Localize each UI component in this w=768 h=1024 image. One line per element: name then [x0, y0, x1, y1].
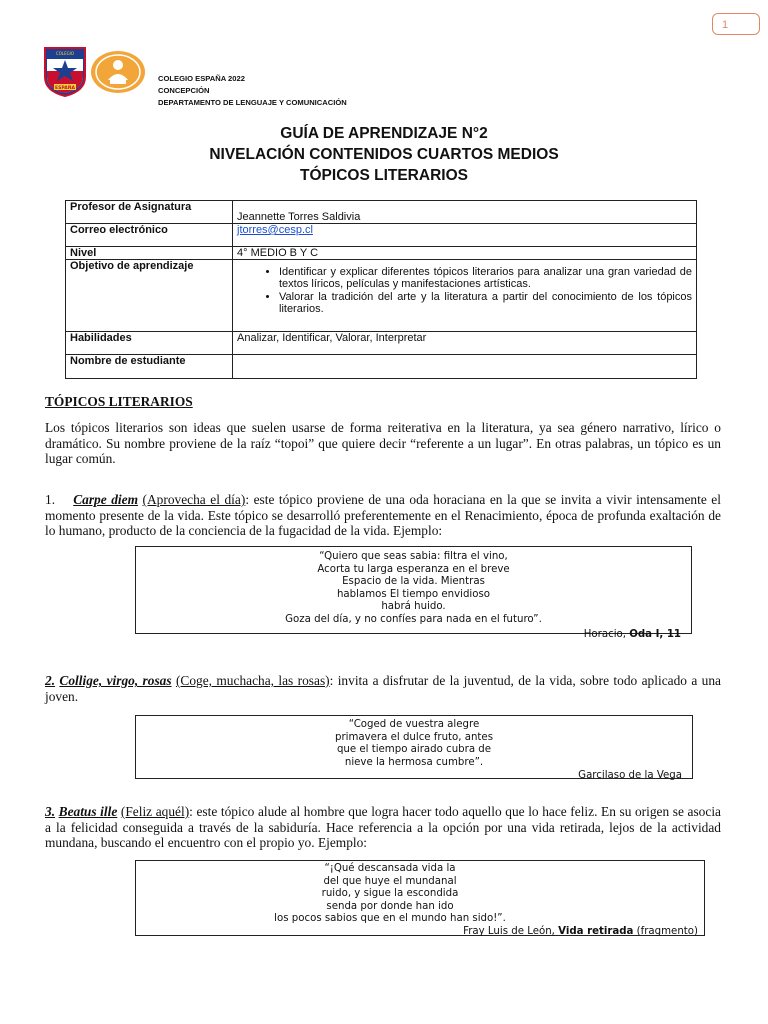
intro-paragraph: Los tópicos literarios son ideas que suelen usarse de forma reiterativa en la literatura, ya sea género narrativo, lírico o dramático. Su nombre proviene de la raíz “topoi” que quiere decir “referente a un lugar”. En otras palabras, un tópico es un lugar común. [45, 420, 721, 466]
habilidades-label: Habilidades [66, 332, 233, 355]
school-department: DEPARTAMENTO DE LENGUAJE Y COMUNICACIÓN [158, 98, 347, 107]
quote-box-beatus-ille [135, 860, 705, 936]
topic-number: 1. [45, 492, 56, 507]
topic-translation: (Coge, muchacha, las rosas) [175, 673, 330, 688]
email-link[interactable]: jtorres@cesp.cl [237, 224, 313, 236]
topic-number: 3. [45, 804, 56, 819]
quote-line: habrá huido. [381, 601, 446, 612]
school-header [158, 73, 347, 109]
objetivo-cell [233, 260, 697, 332]
quote-line: “¡Qué descansada vida la [324, 863, 456, 874]
objetivo-label: Objetivo de aprendizaje [66, 260, 233, 332]
shield-bottom-text: ESPAÑA [55, 86, 75, 91]
habilidades-value: Analizar, Identificar, Valorar, Interpretar [233, 332, 697, 355]
correo-label: Correo electrónico [66, 224, 233, 247]
topic-carpe-diem [45, 492, 721, 539]
attribution-work: Oda I, 11 [629, 629, 681, 640]
quote-attribution [136, 926, 704, 939]
topic-text: : este tópico alude al hombre que logra hacer todo aquello que lo hace feliz. En su origen se asocia a la felicidad conseguida a través de la sabiduría. Hace referencia a la opción por una vida retirada, lejos de la actividad mundana, buscando el encuentro con el propio yo. Ejemplo: [45, 804, 721, 850]
quote-line: los pocos sabios que en el mundo han sido!”. [274, 913, 506, 924]
quote-line: senda por donde han ido [326, 900, 454, 912]
quote-box-collige [135, 715, 693, 779]
estudiante-label: Nombre de estudiante [66, 355, 233, 379]
quote-line: que el tiempo airado cubra de [336, 744, 492, 755]
guide-subtitle: NIVELACIÓN CONTENIDOS CUARTOS MEDIOS [209, 146, 559, 163]
quote-line: Espacio de la vida. Mientras [342, 576, 485, 587]
profesor-value: Jeannette Torres Saldivia [233, 201, 697, 224]
nivel-value: 4° MEDIO B Y C [233, 247, 697, 260]
topic-beatus-ille [45, 804, 721, 851]
quote-line: “Quiero que seas sabia: filtra el vino, [319, 551, 508, 562]
topic-text: : este tópico proviene de una oda horaciana en la que se invita a vivir intensamente el momento presente de la vida. Este tópico se desarrolló preferentemente en el Renacimiento, época de profunda exaltación de lo humano, producto de la conciencia de la fugacidad de la vida. Ejemplo: [45, 492, 721, 538]
quote-line: Goza del día, y no confíes para nada en el futuro”. [285, 613, 542, 625]
info-table [65, 200, 697, 379]
quote-line: primavera el dulce fruto, antes [334, 731, 494, 743]
school-name: COLEGIO ESPAÑA 2022 [158, 74, 245, 83]
school-shield-logo [44, 47, 86, 97]
quote-attribution [136, 770, 692, 783]
topic-number: 2. [45, 673, 56, 688]
page-number: 1 [712, 13, 760, 35]
objetivo-item: • Identificar y explicar diferentes tópicos literarios para analizar una gran variedad de textos líricos, películas y manifestaciones artísticas. [279, 266, 692, 290]
quote-line: hablamos El tiempo envidioso [336, 588, 491, 600]
attribution-author: Garcilaso de la Vega [578, 770, 682, 781]
quote-line: del que huye el mundanal [323, 875, 457, 887]
quote-box-carpe-diem [135, 546, 692, 640]
quote-attribution [136, 629, 691, 642]
topic-collige-virgo-rosas [45, 673, 721, 704]
objetivos-list [237, 266, 692, 315]
nivel-label: Nivel [66, 247, 233, 260]
objetivo-item: • Valorar la tradición del arte y la literatura a partir del conocimiento de los tópicos literarios. [279, 291, 692, 315]
shield-top-text: COLEGIO [55, 51, 75, 56]
quote-line: “Coged de vuestra alegre [348, 719, 480, 730]
attribution-work: Vida retirada [558, 925, 634, 937]
topic-text: : invita a disfrutar de la juventud, de la vida, sobre todo aplicado a una joven. [45, 673, 721, 704]
attribution-author: Horacio, [583, 629, 630, 640]
topic-translation: (Feliz aquél) [120, 804, 190, 819]
quote-line: nieve la hermosa cumbre”. [344, 756, 484, 768]
topic-name: Collige, virgo, rosas [59, 673, 172, 688]
section-heading: TÓPICOS LITERARIOS [45, 394, 193, 409]
topic-translation: (Aprovecha el día) [142, 492, 246, 507]
school-city: CONCEPCIÓN [158, 86, 210, 95]
estudiante-field[interactable] [233, 355, 697, 379]
quote-line: ruido, y sigue la escondida [321, 888, 459, 899]
guide-topic-title: TÓPICOS LITERARIOS [300, 167, 468, 184]
guide-title: GUÍA DE APRENDIZAJE N°2 [280, 125, 488, 142]
profesor-label: Profesor de Asignatura [66, 201, 233, 224]
attribution-suffix: (fragmento) [633, 925, 698, 937]
quote-line: Acorta tu larga esperanza en el breve [317, 563, 510, 575]
attribution-author: Fray Luis de León, [463, 925, 559, 937]
school-seal-logo [90, 50, 146, 94]
topic-name: Carpe diem [73, 492, 138, 507]
topic-name: Beatus ille [58, 804, 118, 819]
